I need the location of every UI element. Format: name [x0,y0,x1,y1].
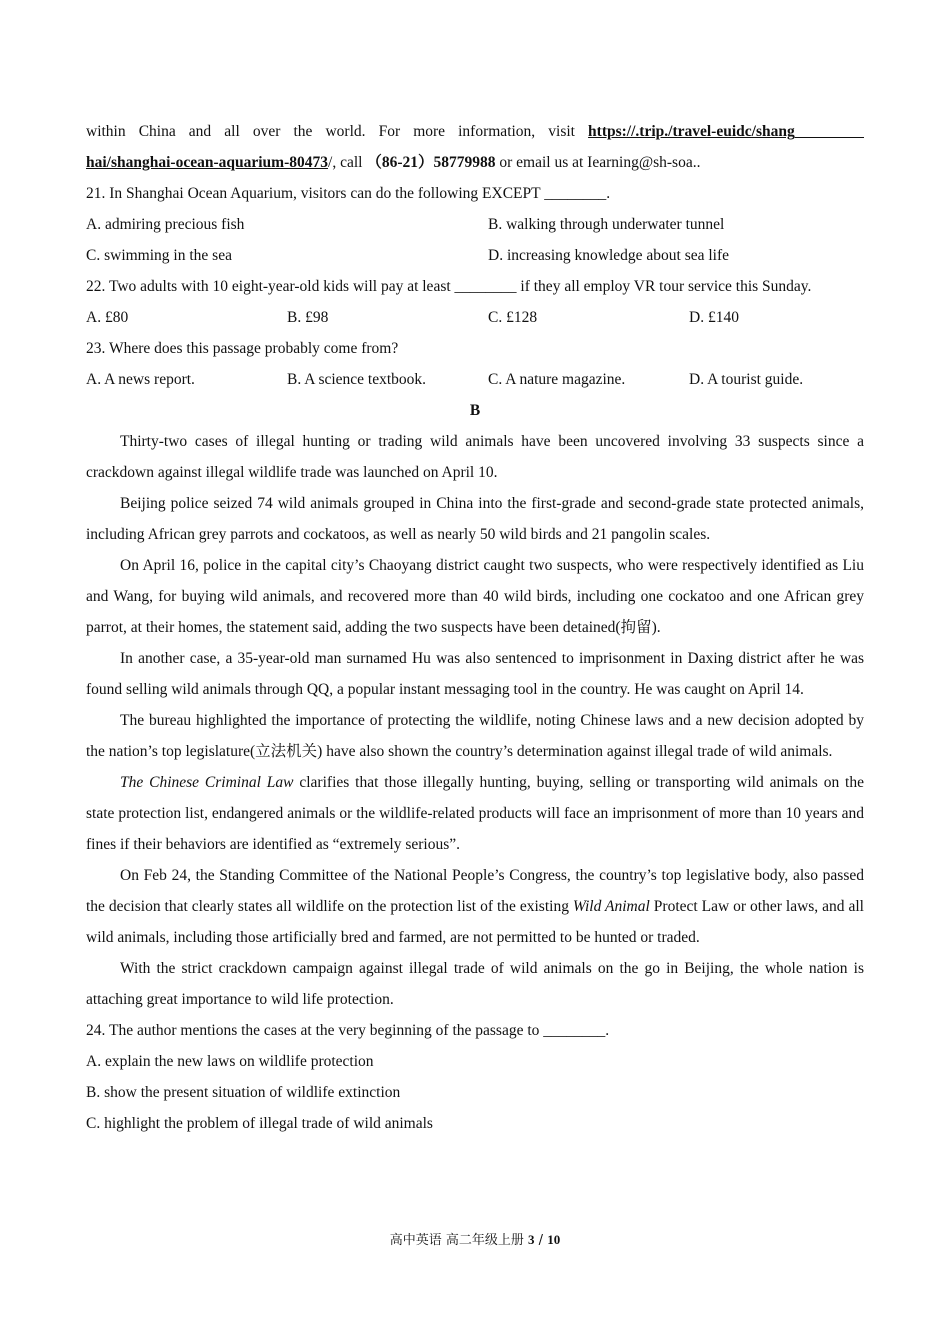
paragraph-7 [86,860,864,953]
law-name: Wild Animal [572,898,650,915]
passage-a-tail-line1 [86,116,864,147]
question-22-options [86,302,864,333]
url-underline-trail [795,123,864,140]
option-a: A. explain the new laws on wildlife protection [86,1053,374,1070]
option-d: D. A tourist guide. [689,371,804,388]
paragraph-4: In another case, a 35-year-old man surnamed Hu was also sentenced to imprisonment in Daxing district after he was found selling wild animals through QQ, a popular instant messaging tool in the country. He was caught on April 14. [86,650,864,698]
section-b-heading: B [469,402,481,419]
option-d: D. £140 [689,309,739,326]
option-c: C. highlight the problem of illegal trade of wild animals [86,1115,433,1132]
law-title: The Chinese Criminal Law [120,774,294,791]
url-link-part1[interactable]: https://.trip./travel-euidc/shang [588,123,795,140]
paragraph-5: The bureau highlighted the importance of protecting the wildlife, noting Chinese laws and a new decision adopted by the nation’s top legislature(立法机关) have also shown the country’s determination against illegal trade of wild animals. [86,712,864,760]
question-21-stem: 21. In Shanghai Ocean Aquarium, visitors can do the following EXCEPT ________. [86,185,611,202]
paragraph-3: On April 16, police in the capital city’s Chaoyang district caught two suspects, who were respectively identified as Liu and Wang, for buying wild animals, and recovered more than 40 wild birds, including one cockatoo and one African grey parrot, at their homes, the statement said, adding the two suspects have been detained(拘留). [86,557,864,636]
page-separator: / [534,1233,548,1248]
question-21-options-row2 [86,240,864,271]
after-url-text: /, call [328,154,367,171]
question-23-options [86,364,864,395]
footer-label: 高中英语 高二年级上册 [389,1233,529,1248]
paragraph-1: Thirty-two cases of illegal hunting or trading wild animals have been uncovered involving 33 suspects since a crackdown against illegal wildlife trade was launched on April 10. [86,433,864,481]
passage-a-tail-line2 [86,147,864,178]
option-c: C. £128 [488,309,538,326]
paragraph-7-text-before: On Feb 24, the Standing Committee of the National People’s Congress, the country’s top legislative body, also passed the decision that clearly states all wildlife on the protection list of the existing [86,867,864,915]
question-22-stem: 22. Two adults with 10 eight-year-old kids will pay at least ________ if they all employ VR tour service this Sunday. [86,278,812,295]
page-number: 3 [528,1232,535,1247]
question-24-stem: 24. The author mentions the cases at the very beginning of the passage to ________. [86,1022,610,1039]
paragraph-6-text: clarifies that those illegally hunting, buying, selling or transporting wild animals on the state protection list, endangered animals or the wildlife-related products will face an imprisonment of more than 10 years and fines if their behaviors are identified as “extremely serious”. [86,774,864,853]
question-21-options-row1 [86,209,864,240]
paragraph-8: With the strict crackdown campaign against illegal trade of wild animals on the go in Beijing, the whole nation is attaching great importance to wild life protection. [86,960,864,1008]
document-page [86,116,864,1139]
question-23-stem: 23. Where does this passage probably come from? [86,340,399,357]
paragraph-6 [86,767,864,860]
option-c: C. A nature magazine. [488,371,626,388]
option-b: B. walking through underwater tunnel [488,216,725,233]
paragraph-2: Beijing police seized 74 wild animals grouped in China into the first-grade and second-grade state protected animals, including African grey parrots and cockatoos, as well as nearly 50 wild birds and 21 pangolin scales. [86,495,864,543]
url-link-part2[interactable]: hai/shanghai-ocean-aquarium-80473 [86,154,329,171]
option-a: A. A news report. [86,371,195,388]
phone-number: （86-21）58779988 [366,154,496,171]
option-a: A. admiring precious fish [86,216,245,233]
passage-text: within China and all over the world. For more information, visit [86,123,589,140]
option-d: D. increasing knowledge about sea life [488,247,730,264]
page-total: 10 [547,1232,561,1247]
option-c: C. swimming in the sea [86,247,232,264]
option-a: A. £80 [86,309,129,326]
email-text: or email us at Iearning@sh-soa.. [495,154,701,171]
option-b: B. £98 [287,309,329,326]
paragraph-7-text-after: Protect Law or other laws, and all wild animals, including those artificially bred and farmed, are not permitted to be hunted or traded. [86,898,864,946]
option-b: B. A science textbook. [287,371,427,388]
option-b: B. show the present situation of wildlife extinction [86,1084,401,1101]
page-footer [0,1229,950,1248]
